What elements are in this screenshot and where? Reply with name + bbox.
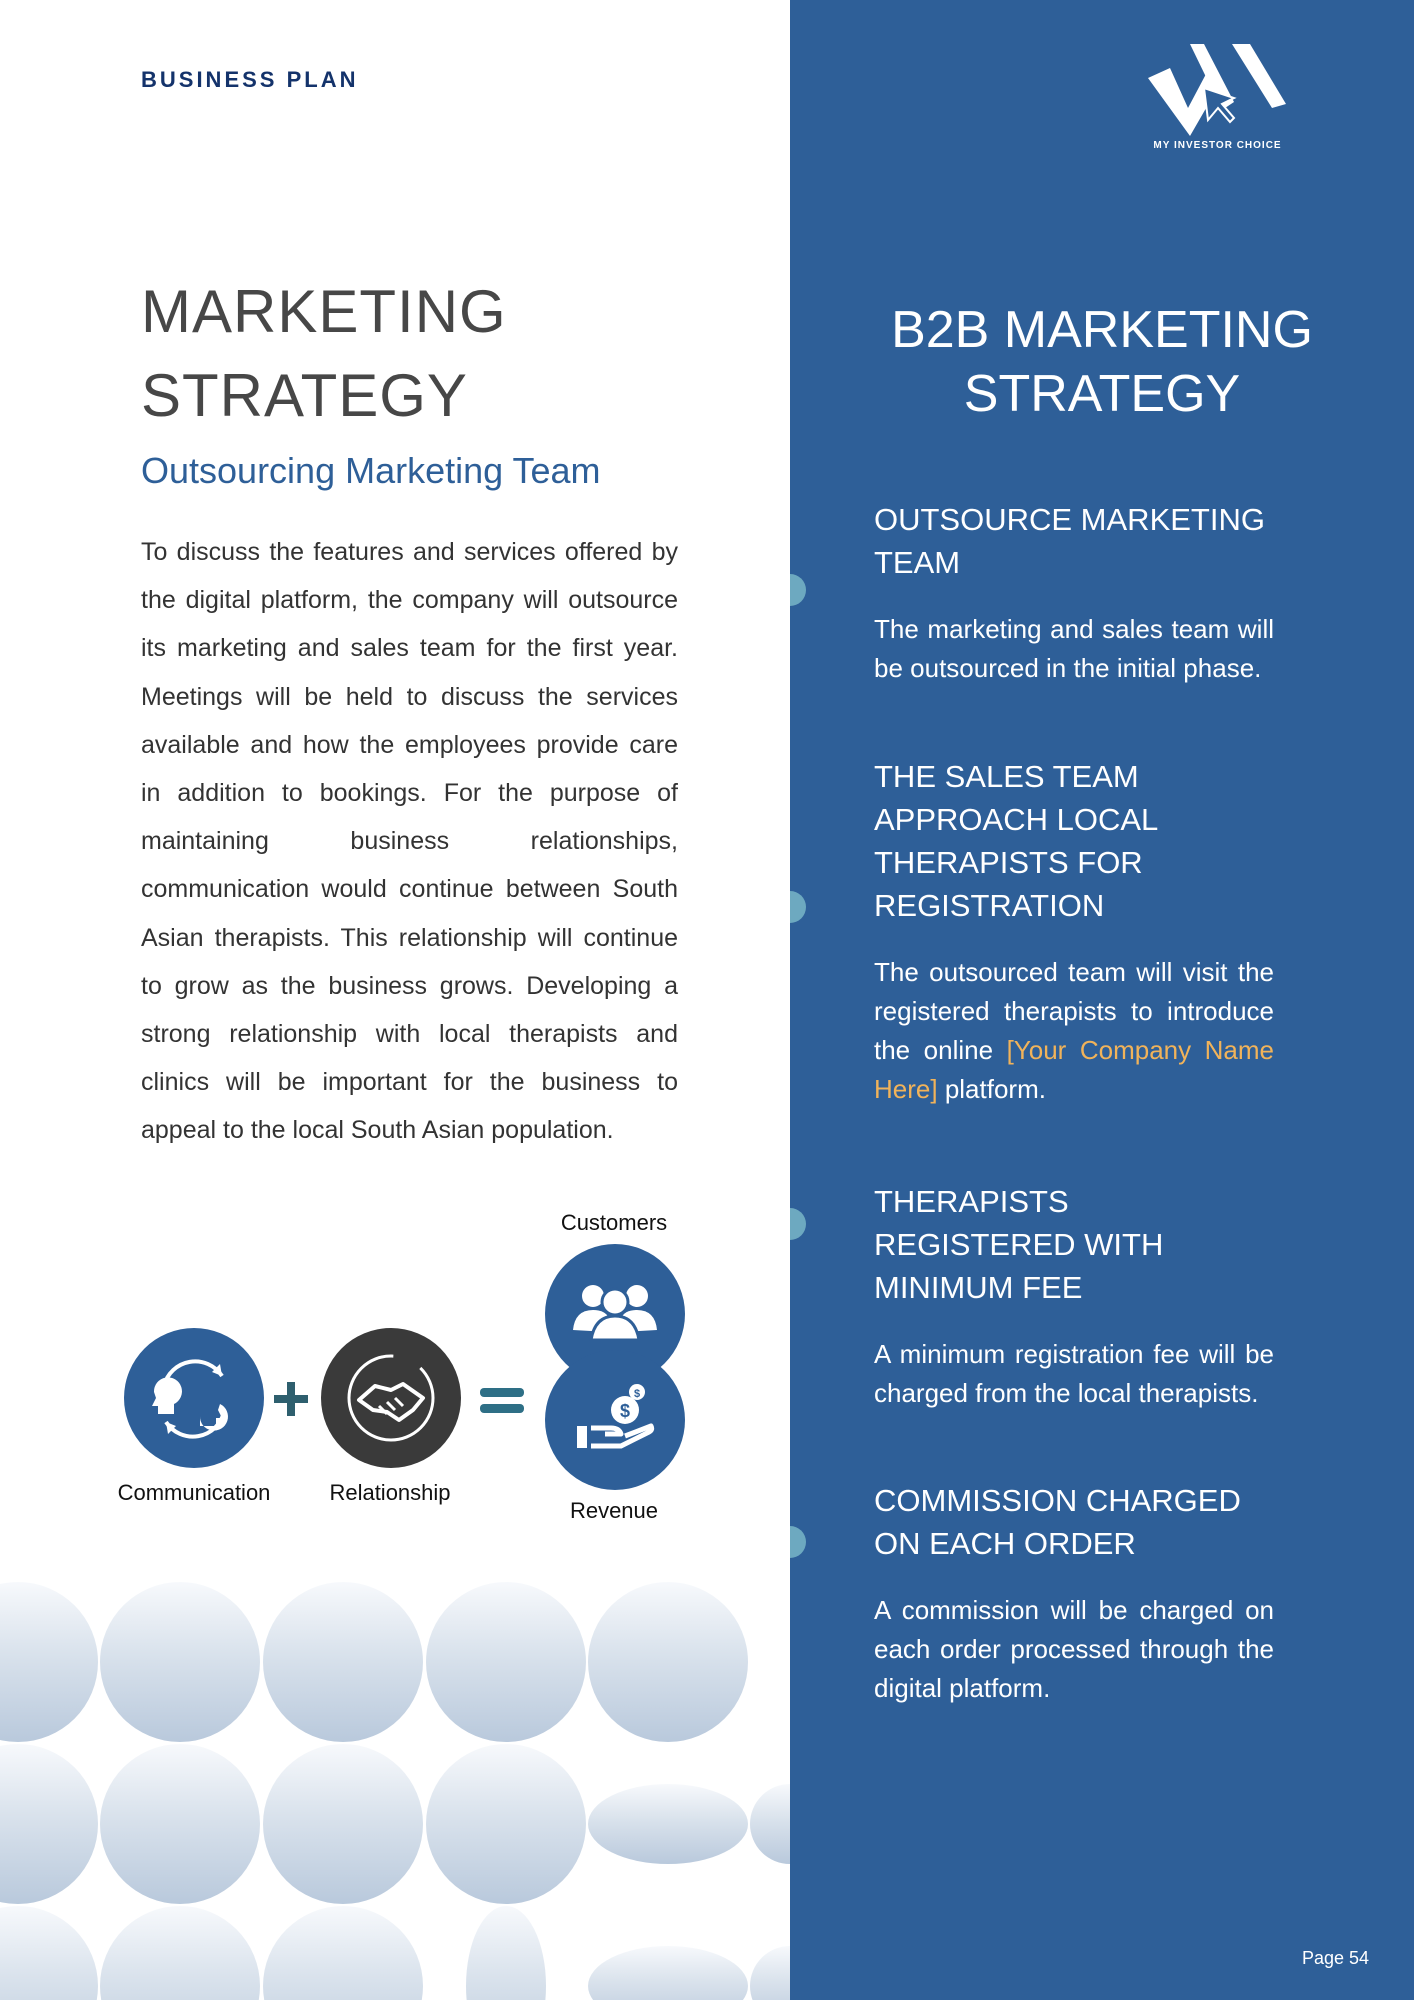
title-line-2: STRATEGY: [141, 362, 468, 429]
section-text-end: platform.: [944, 1074, 1046, 1104]
section-text: A minimum registration fee will be charged from the local therapists.: [874, 1339, 1274, 1408]
communication-label: Communication: [117, 1480, 271, 1505]
section-title: THERAPISTS REGISTERED WITH MINIMUM FEE: [874, 1184, 1164, 1305]
section-subtitle: Outsourcing Marketing Team: [141, 450, 601, 491]
infographic: [0, 1200, 790, 1540]
body-paragraph: To discuss the features and services offered by the digital platform, the company will outsource its marketing and sales team for the first year. Meetings will be held to discuss the services available and how the employees provide care in addition to bookings. For the purpose of maintaining business relationships, communication would continue between South Asian therapists. This relationship will continue to grow as the business grows. Developing a strong relationship with local therapists and clinics will be important for the business to appeal to the local South Asian population.: [141, 538, 678, 1145]
revenue-label: Revenue: [569, 1498, 659, 1523]
timeline-dot: [790, 1208, 806, 1240]
logo-text: MY INVESTOR CHOICE: [1153, 140, 1282, 151]
company-name-placeholder: [Your Company Name Here]: [874, 1035, 1274, 1104]
svg-text:$: $: [619, 1401, 631, 1421]
section-text: A commission will be charged on each order processed through the digital platform.: [874, 1595, 1274, 1703]
page-number: Page 54: [1302, 1948, 1370, 1968]
section-text-start: The outsourced team will visit the registered therapists to introduce the online: [874, 957, 1274, 1065]
plus-icon: [272, 1380, 310, 1418]
section-title: OUTSOURCE MARKETING TEAM: [874, 502, 1265, 580]
section-sales-team: [874, 755, 1274, 1109]
section-title: THE SALES TEAM APPROACH LOCAL THERAPISTS FOR REGISTRATION: [874, 759, 1158, 923]
section-commission: [874, 1479, 1274, 1708]
page-title: [141, 270, 701, 438]
section-title: COMMISSION CHARGED ON EACH ORDER: [874, 1483, 1241, 1561]
equals-icon: [478, 1386, 526, 1416]
svg-text:$: $: [633, 1388, 641, 1400]
right-title: B2B MARKETING STRATEGY: [891, 301, 1313, 423]
timeline-dot: [790, 574, 806, 606]
section-text: The marketing and sales team will be outsourced in the initial phase.: [874, 614, 1274, 683]
customers-label: Customers: [560, 1210, 668, 1235]
communication-icon: [124, 1328, 264, 1468]
section-text: [874, 953, 1274, 1109]
handshake-icon: [321, 1328, 461, 1468]
decorative-pattern: [0, 1580, 790, 2000]
revenue-icon: [545, 1350, 685, 1490]
timeline-dot: [790, 891, 806, 923]
timeline-dot: [790, 1526, 806, 1558]
section-registration-fee: [874, 1180, 1274, 1413]
section-outsource-team: [874, 498, 1274, 688]
business-plan-label: BUSINESS PLAN: [141, 67, 359, 92]
right-column: [790, 0, 1414, 2000]
relationship-label: Relationship: [329, 1480, 451, 1505]
title-line-1: MARKETING: [141, 278, 507, 345]
